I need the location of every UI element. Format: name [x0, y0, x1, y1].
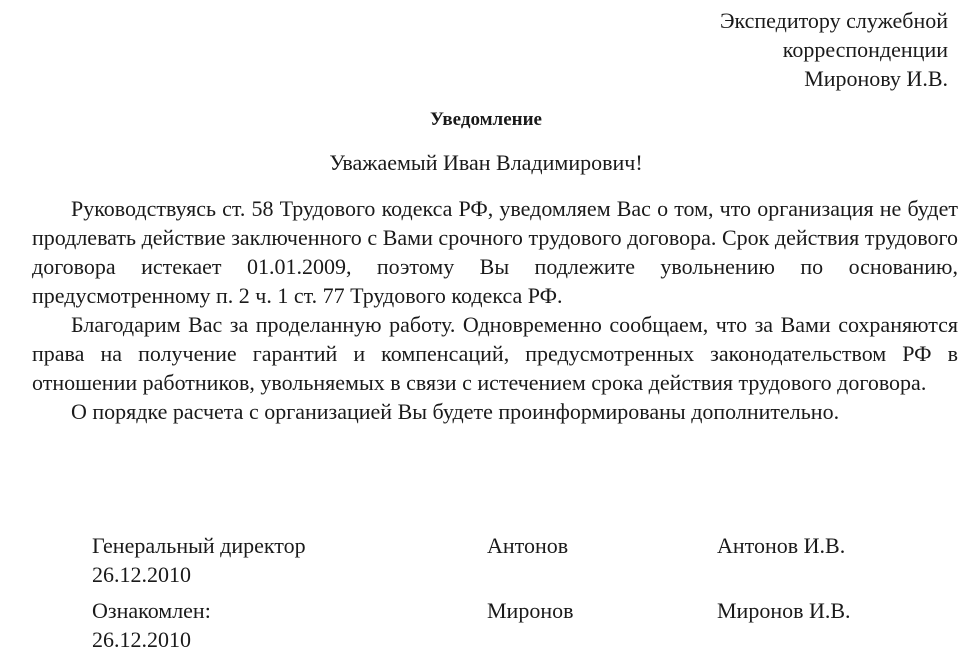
addressee-name: Миронову И.В.: [804, 66, 948, 91]
acknowledged-date: 26.12.2010: [92, 627, 191, 652]
addressee-line: Экспедитору служебной: [719, 8, 948, 33]
document-body: [32, 194, 958, 426]
director-date: 26.12.2010: [92, 562, 191, 587]
director-position: Генеральный директор: [92, 533, 306, 558]
director-signature: Антонов: [487, 533, 569, 558]
employee-signature: Миронов: [487, 598, 574, 623]
employee-name: Миронов И.В.: [717, 598, 851, 623]
salutation: Уважаемый Иван Владимирович!: [329, 150, 643, 175]
director-name: Антонов И.В.: [717, 533, 846, 558]
acknowledged-label: Ознакомлен:: [92, 598, 211, 623]
body-paragraph: Благодарим Вас за проделанную работу. Одновременно сообщаем, что за Вами сохраняются права на получение гарантий и компенсаций, предусмотренных законодательством РФ в отношении работников, увольняемых в связи с истечением срока действия трудового договора.: [32, 312, 958, 395]
body-paragraph: Руководствуясь ст. 58 Трудового кодекса РФ, уведомляем Вас о том, что организация не будет продлевать действие заключенного с Вами срочного трудового договора. Срок действия трудового договора истекает 01.01.2009, поэтому Вы подлежите увольнению по основанию, предусмотренному п. 2 ч. 1 ст. 77 Трудового кодекса РФ.: [32, 196, 958, 308]
body-paragraph: О порядке расчета с организацией Вы будете проинформированы дополнительно.: [71, 399, 840, 424]
addressee-block: [720, 6, 948, 93]
addressee-line: корреспонденции: [782, 37, 948, 62]
document-title: Уведомление: [430, 109, 542, 130]
